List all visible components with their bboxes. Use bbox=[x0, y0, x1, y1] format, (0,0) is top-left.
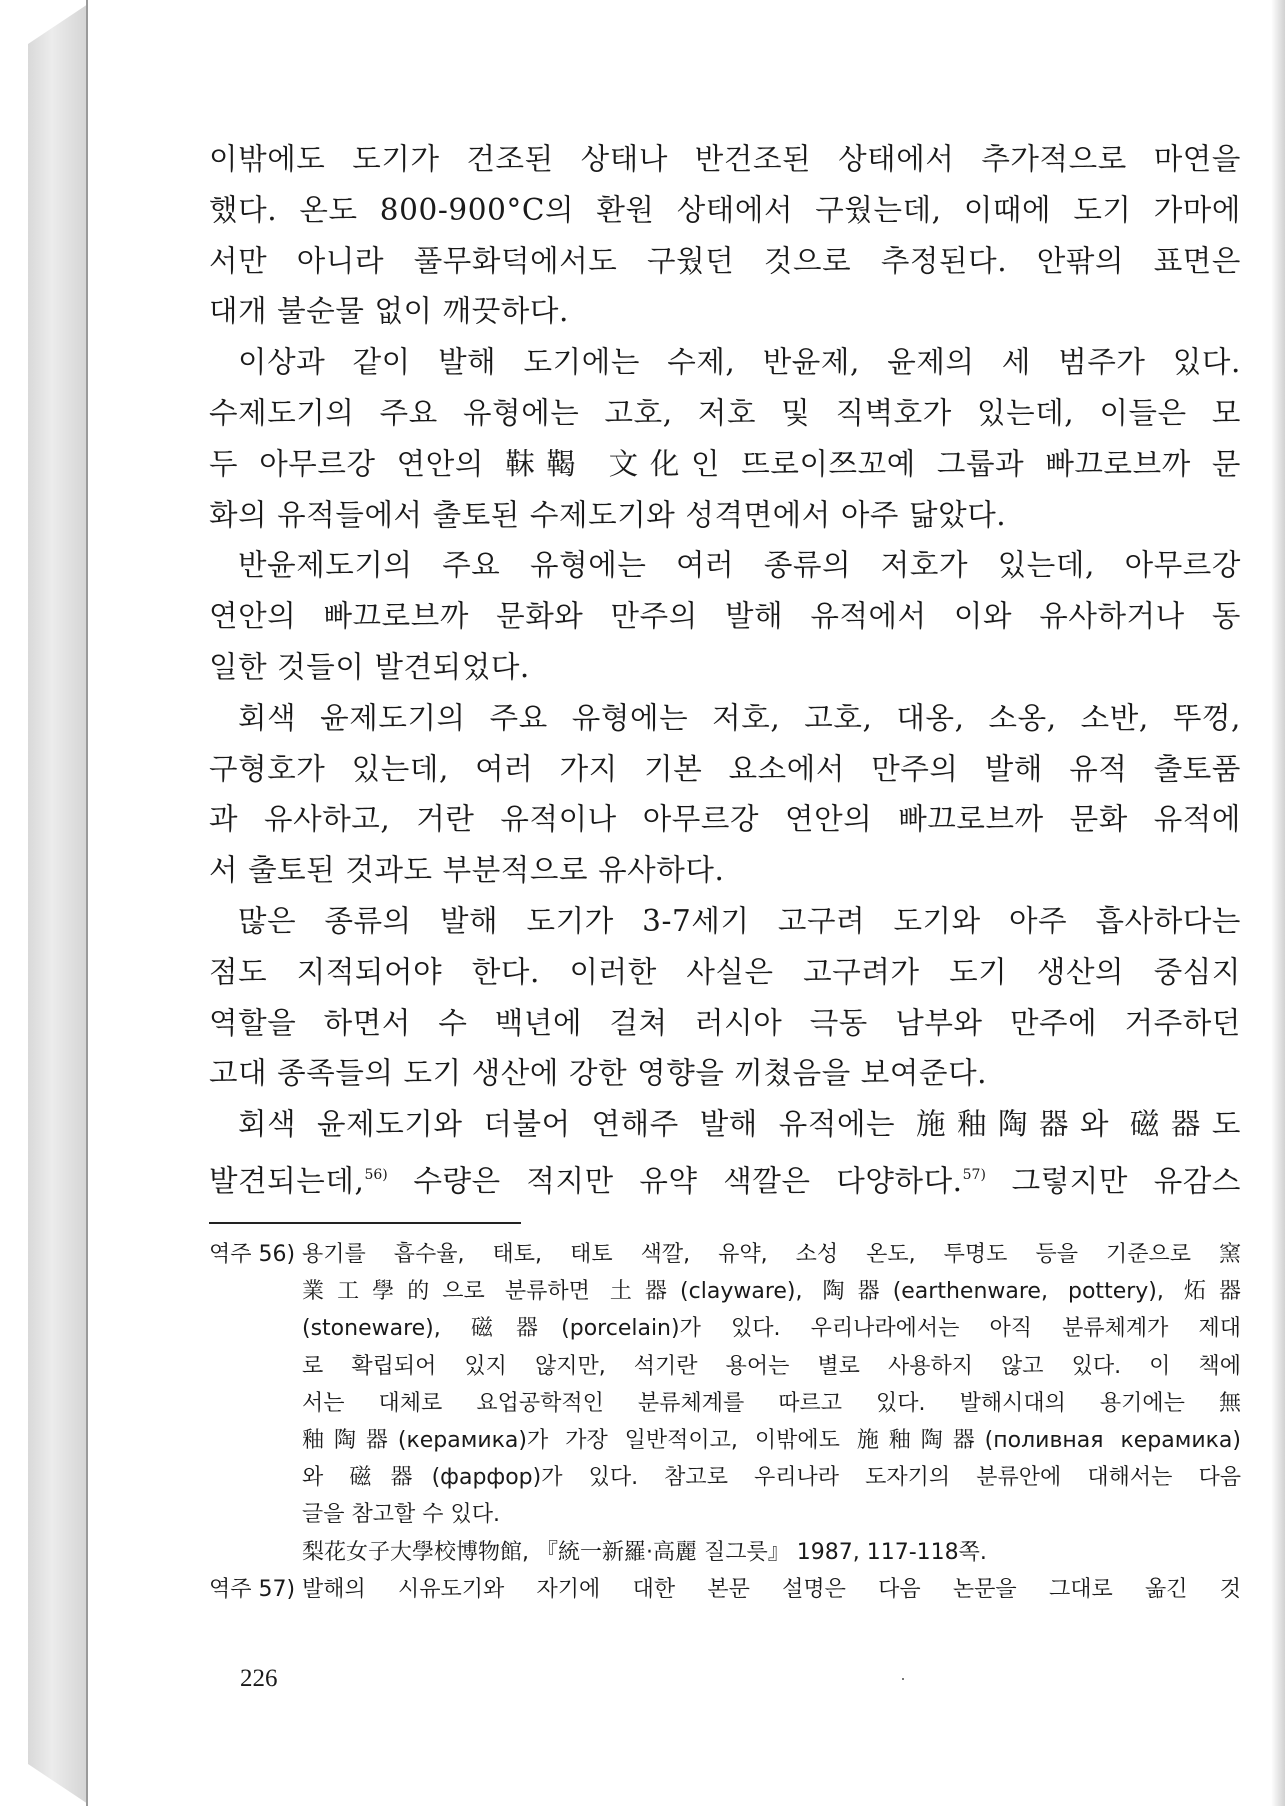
footnote-line: (stoneware), 磁器(porcelain)가 있다. 우리나라에서는 아직 분류체계가 제대 bbox=[302, 1316, 1241, 1342]
text-segment: 수량은 적지만 유약 색깔은 다양하다. bbox=[387, 1163, 963, 1198]
footnote-line: 서는 대체로 요업공학적인 분류체계를 따르고 있다. 발해시대의 용기에는 無 bbox=[302, 1390, 1241, 1416]
text-line: 회색 윤제도기와 더불어 연해주 발해 유적에는 施釉陶器와 磁器도 bbox=[238, 1107, 1241, 1142]
page-number: 226 bbox=[240, 1665, 278, 1692]
paragraph-5 bbox=[209, 896, 1241, 1099]
footnote-label: 역주 56) bbox=[209, 1242, 296, 1267]
footnote-line: 釉陶器(керамика)가 가장 일반적이고, 이밖에도 施釉陶器(поливная керамика) bbox=[302, 1428, 1241, 1454]
paragraph-1 bbox=[209, 134, 1241, 337]
text-segment: 발견되는데, bbox=[209, 1163, 365, 1198]
footnote-line: 로 확립되어 있지 않지만, 석기란 용어는 별로 사용하지 않고 있다. 이 책에 bbox=[302, 1353, 1241, 1379]
paragraph-2 bbox=[209, 337, 1241, 540]
text-line: 두 아무르강 연안의 靺鞨 文化인 뜨로이쯔꼬예 그룹과 빠끄로브까 문 bbox=[209, 446, 1241, 481]
text-line: 많은 종류의 발해 도기가 3-7세기 고구려 도기와 아주 흡사하다는 bbox=[238, 903, 1241, 938]
text-line: 수제도기의 주요 유형에는 고호, 저호 및 직벽호가 있는데, 이들은 모 bbox=[209, 395, 1241, 430]
footnote-line: 글을 참고할 수 있다. bbox=[302, 1502, 500, 1528]
footnote-line: 와 磁器(фарфор)가 있다. 참고로 우리나라 도자기의 분류안에 대해서는 다음 bbox=[302, 1465, 1241, 1491]
footnote-label: 역주 57) bbox=[209, 1576, 296, 1602]
footnote-line: 발해의 시유도기와 자기에 대한 본문 설명은 다음 논문을 그대로 옮긴 것 bbox=[302, 1576, 1241, 1602]
text-line: 서만 아니라 풀무화덕에서도 구웠던 것으로 추정된다. 안팎의 표면은 bbox=[209, 243, 1241, 278]
paragraph-4 bbox=[209, 693, 1241, 896]
text-line: 구형호가 있는데, 여러 가지 기본 요소에서 만주의 발해 유적 출토품 bbox=[209, 751, 1241, 786]
speck bbox=[902, 1678, 904, 1680]
page-shadow bbox=[1271, 0, 1285, 1806]
text-line: 이밖에도 도기가 건조된 상태나 반건조된 상태에서 추가적으로 마연을 bbox=[209, 142, 1241, 176]
text-line bbox=[209, 1150, 1241, 1207]
footnote-line: 業工學的으로 분류하면 土器(clayware), 陶器(earthenware, pottery), 炻器 bbox=[302, 1279, 1241, 1305]
paragraph-3 bbox=[209, 540, 1241, 692]
text-line: 화의 유적들에서 출토된 수제도기와 성격면에서 아주 닮았다. bbox=[209, 497, 1007, 532]
text-line: 했다. 온도 800-900°C의 환원 상태에서 구웠는데, 이때에 도기 가마에 bbox=[209, 192, 1241, 227]
footnote-ref-56[interactable]: 56) bbox=[364, 1166, 388, 1183]
text-line: 반윤제도기의 주요 유형에는 여러 종류의 저호가 있는데, 아무르강 bbox=[238, 548, 1241, 583]
body-text bbox=[209, 134, 1241, 1207]
footnotes bbox=[209, 1236, 1241, 1608]
footnote-divider bbox=[209, 1222, 521, 1224]
text-line: 대개 불순물 없이 깨끗하다. bbox=[209, 294, 569, 329]
text-line: 역할을 하면서 수 백년에 걸쳐 러시아 극동 남부와 만주에 거주하던 bbox=[209, 1005, 1241, 1040]
paragraph-6 bbox=[209, 1099, 1241, 1207]
footnote-56 bbox=[209, 1236, 1241, 1534]
footnote-57 bbox=[209, 1571, 1241, 1608]
footnote-body bbox=[302, 1236, 1241, 1534]
footnote-ref-57[interactable]: 57) bbox=[962, 1166, 986, 1183]
text-line: 회색 윤제도기의 주요 유형에는 저호, 고호, 대옹, 소옹, 소반, 뚜껑, bbox=[238, 700, 1241, 735]
text-line: 점도 지적되어야 한다. 이러한 사실은 고구려가 도기 생산의 중심지 bbox=[209, 954, 1241, 989]
text-line: 이상과 같이 발해 도기에는 수제, 반윤제, 윤제의 세 범주가 있다. bbox=[238, 345, 1241, 380]
text-line: 과 유사하고, 거란 유적이나 아무르강 연안의 빠끄로브까 문화 유적에 bbox=[209, 802, 1241, 837]
footnote-body bbox=[302, 1571, 1241, 1608]
book-page bbox=[88, 0, 1271, 1806]
text-line: 서 출토된 것과도 부분적으로 유사하다. bbox=[209, 853, 725, 888]
text-line: 연안의 빠끄로브까 문화와 만주의 발해 유적에서 이와 유사하거나 동 bbox=[209, 599, 1241, 634]
footnote-citation: 梨花女子大學校博物館, 『統一新羅·高麗 질그릇』 1987, 117-118쪽. bbox=[302, 1539, 987, 1565]
footnote-line: 용기를 흡수율, 태토, 태토 색깔, 유약, 소성 온도, 투명도 등을 기준으로 窯 bbox=[302, 1242, 1241, 1267]
book-spine bbox=[28, 4, 88, 1804]
text-segment: 그렇지만 유감스 bbox=[985, 1163, 1241, 1198]
text-line: 고대 종족들의 도기 생산에 강한 영향을 끼쳤음을 보여준다. bbox=[209, 1056, 988, 1091]
text-line: 일한 것들이 발견되었다. bbox=[209, 649, 530, 684]
